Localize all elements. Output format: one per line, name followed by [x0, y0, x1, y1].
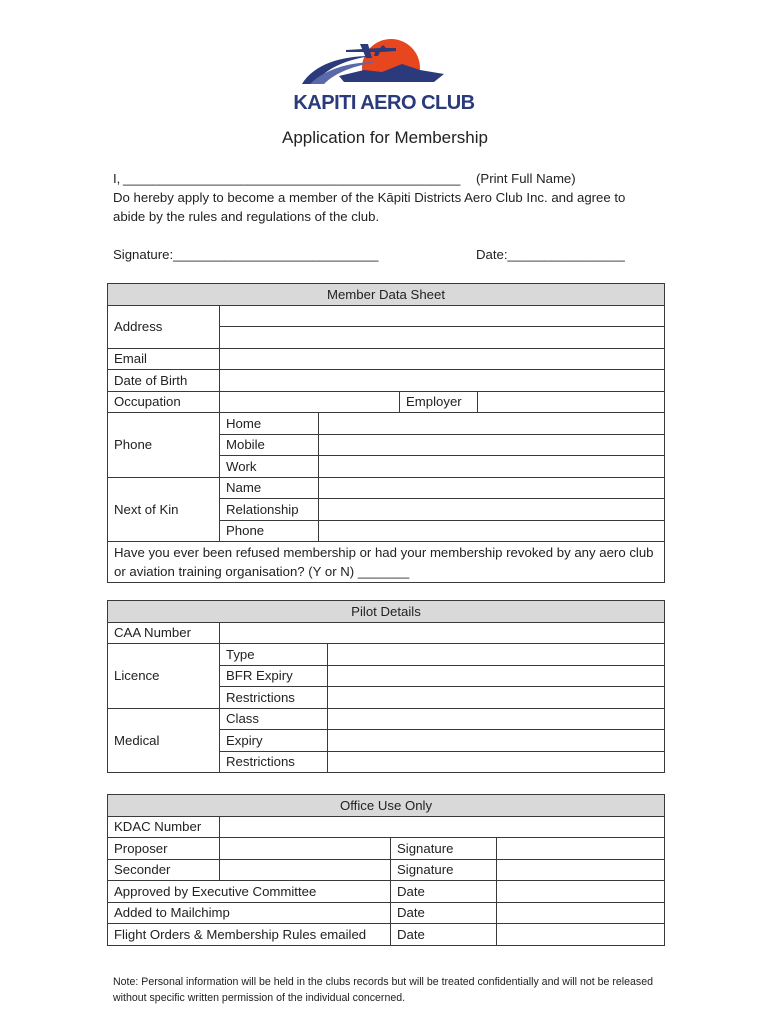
licence-restrictions-field[interactable]	[328, 687, 665, 709]
pilot-details-table	[107, 600, 665, 773]
full-name-blank[interactable]: ______________________________________________	[123, 171, 461, 186]
home-phone-field[interactable]	[319, 413, 665, 435]
nok-relationship-field[interactable]	[319, 499, 665, 521]
employer-field[interactable]	[478, 391, 665, 413]
office-use-header: Office Use Only	[108, 795, 665, 817]
signature-field[interactable]: Signature:____________________________	[113, 247, 379, 262]
declaration-line-1: Do hereby apply to become a member of the Kāpiti Districts Aero Club Inc. and agree to	[113, 190, 626, 205]
logo-text: KAPITI AERO CLUB	[293, 92, 475, 114]
proposer-signature-label: Signature	[391, 838, 497, 860]
nok-phone-field[interactable]	[319, 520, 665, 542]
date-field[interactable]: Date:________________	[476, 247, 625, 262]
medical-restrictions-field[interactable]	[328, 751, 665, 773]
proposer-field[interactable]	[220, 838, 391, 860]
seconder-field[interactable]	[220, 859, 391, 881]
kdac-number-label: KDAC Number	[108, 816, 220, 838]
phone-label: Phone	[108, 413, 220, 478]
approved-label: Approved by Executive Committee	[108, 881, 391, 903]
occupation-label: Occupation	[108, 391, 220, 413]
medical-class-field[interactable]	[328, 708, 665, 730]
medical-expiry-field[interactable]	[328, 730, 665, 752]
dob-label: Date of Birth	[108, 370, 220, 392]
flight-orders-date-label: Date	[391, 924, 497, 946]
caa-number-field[interactable]	[220, 622, 665, 644]
dob-field[interactable]	[220, 370, 665, 392]
home-label: Home	[220, 413, 319, 435]
nok-name-field[interactable]	[319, 477, 665, 499]
mailchimp-date-label: Date	[391, 902, 497, 924]
privacy-note: Note: Personal information will be held in the clubs records but will be treated confidentially and will not be released without specific written permission of the individual concerned.	[113, 976, 653, 1004]
approved-date-label: Date	[391, 881, 497, 903]
mobile-phone-field[interactable]	[319, 434, 665, 456]
logo-graphic	[284, 34, 484, 114]
pilot-details-header: Pilot Details	[108, 601, 665, 623]
next-of-kin-label: Next of Kin	[108, 477, 220, 542]
office-use-table	[107, 794, 665, 946]
medical-restrictions-label: Restrictions	[220, 751, 328, 773]
member-data-header: Member Data Sheet	[108, 284, 665, 306]
proposer-label: Proposer	[108, 838, 220, 860]
address-label: Address	[108, 305, 220, 348]
address-field-1[interactable]	[220, 305, 665, 327]
print-full-name-label: (Print Full Name)	[476, 171, 576, 186]
kdac-number-field[interactable]	[220, 816, 665, 838]
medical-expiry-label: Expiry	[220, 730, 328, 752]
work-phone-field[interactable]	[319, 456, 665, 478]
licence-restrictions-label: Restrictions	[220, 687, 328, 709]
member-data-table	[107, 283, 665, 583]
seconder-label: Seconder	[108, 859, 220, 881]
approved-date-field[interactable]	[497, 881, 665, 903]
nok-phone-label: Phone	[220, 520, 319, 542]
flight-orders-label: Flight Orders & Membership Rules emailed	[108, 924, 391, 946]
email-field[interactable]	[220, 348, 665, 370]
bfr-expiry-field[interactable]	[328, 665, 665, 687]
licence-type-field[interactable]	[328, 644, 665, 666]
seconder-signature-label: Signature	[391, 859, 497, 881]
caa-number-label: CAA Number	[108, 622, 220, 644]
nok-name-label: Name	[220, 477, 319, 499]
mailchimp-date-field[interactable]	[497, 902, 665, 924]
medical-class-label: Class	[220, 708, 328, 730]
seconder-signature-field[interactable]	[497, 859, 665, 881]
occupation-field[interactable]	[220, 391, 400, 413]
licence-label: Licence	[108, 644, 220, 709]
employer-label: Employer	[400, 391, 478, 413]
flight-orders-date-field[interactable]	[497, 924, 665, 946]
bfr-expiry-label: BFR Expiry	[220, 665, 328, 687]
medical-label: Medical	[108, 708, 220, 773]
page-title: Application for Membership	[282, 128, 488, 147]
declaration-line-2: abide by the rules and regulations of the club.	[113, 209, 380, 224]
licence-type-label: Type	[220, 644, 328, 666]
club-logo	[284, 34, 484, 114]
work-label: Work	[220, 456, 319, 478]
email-label: Email	[108, 348, 220, 370]
proposer-signature-field[interactable]	[497, 838, 665, 860]
address-field-2[interactable]	[220, 327, 665, 349]
refused-membership-question[interactable]: Have you ever been refused membership or had your membership revoked by any aero club or aviation training organisation? (Y or N) _______	[108, 542, 665, 583]
name-line-prefix: I,	[113, 171, 121, 186]
mailchimp-label: Added to Mailchimp	[108, 902, 391, 924]
mobile-label: Mobile	[220, 434, 319, 456]
nok-relationship-label: Relationship	[220, 499, 319, 521]
